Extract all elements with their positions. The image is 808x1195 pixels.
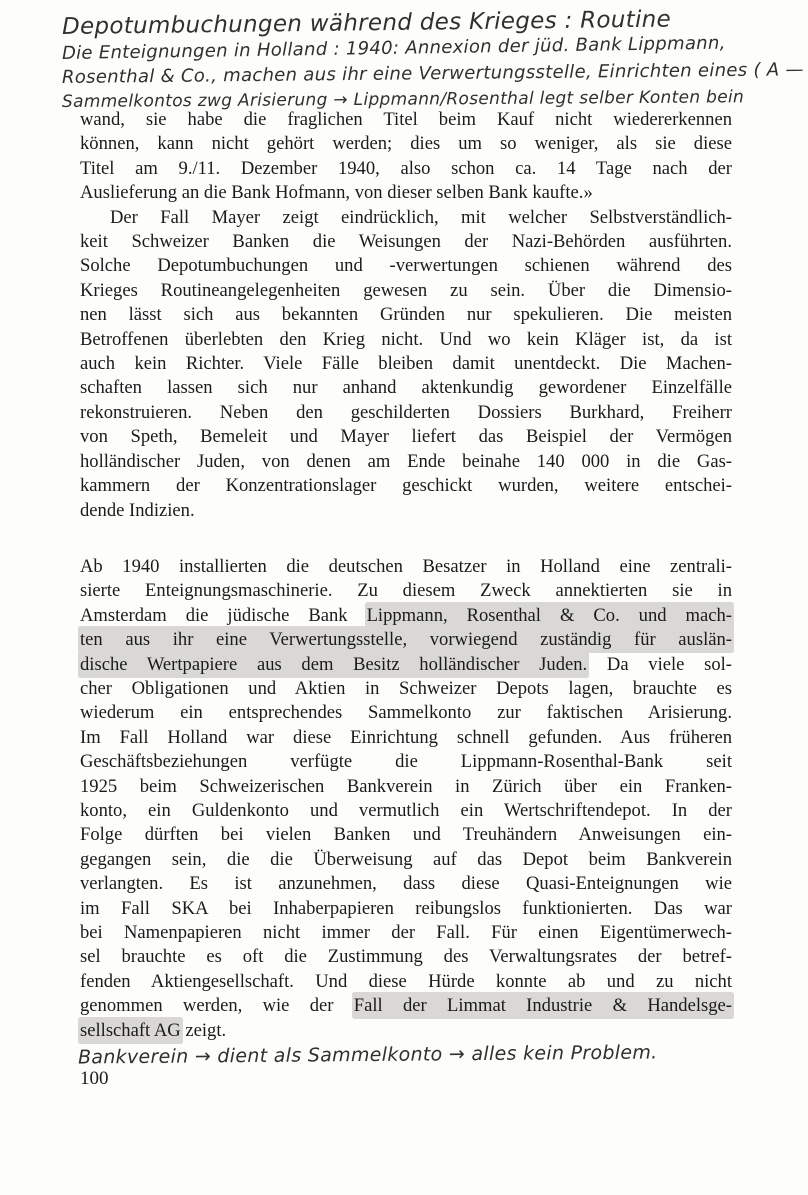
text-line	[80, 628, 732, 652]
text-line	[80, 474, 732, 498]
text-segment: von Speth, Bemeleit und Mayer liefert das Beispiel der Vermögen	[80, 426, 732, 448]
text-segment: cher Obligationen und Aktien in Schweizer Depots lagen, brauchte es	[80, 677, 732, 699]
text-line	[80, 425, 732, 449]
text-line	[80, 823, 732, 847]
highlighted-text: Fall der Limmat Industrie & Handelsge-	[353, 995, 733, 1017]
text-line	[80, 181, 732, 205]
text-line	[80, 1019, 732, 1043]
text-segment: schaften lassen sich nur anhand aktenkundig gewordener Einzelfälle	[80, 377, 732, 399]
text-line	[80, 206, 732, 230]
text-segment: wiederum ein entsprechendes Sammelkonto zur faktischen Arisierung.	[80, 702, 732, 724]
text-segment: 1925 beim Schweizerischen Bankverein in Zürich über ein Franken-	[80, 775, 732, 797]
text-line	[80, 897, 732, 921]
page-number: 100	[80, 1068, 109, 1089]
text-line	[80, 157, 732, 181]
text-line	[80, 653, 732, 677]
highlighted-text: Lippmann, Rosenthal & Co. und mach-	[366, 604, 733, 626]
text-segment: im Fall SKA bei Inhaberpapieren reibungslos funktionierten. Das war	[80, 897, 732, 919]
text-line	[80, 108, 732, 132]
text-segment: auch kein Richter. Viele Fälle bleiben damit unentdeckt. Die Machen-	[80, 353, 732, 375]
text-line	[80, 401, 732, 425]
text-segment: konto, ein Guldenkonto und vermutlich ein Wertschriftendepot. In der	[80, 799, 732, 821]
text-segment: sel brauchte es oft die Zustimmung des Verwaltungsrates der betref-	[80, 946, 732, 968]
text-segment: Im Fall Holland war diese Einrichtung schnell gefunden. Aus früheren	[80, 726, 732, 748]
text-line	[80, 872, 732, 896]
text-segment: Amsterdam die jüdische Bank	[80, 604, 367, 626]
text-segment: keit Schweizer Banken die Weisungen der Nazi-Behörden ausführten.	[80, 231, 732, 253]
text-segment: genommen werden, wie der	[80, 995, 354, 1017]
text-segment: Der Fall Mayer zeigt eindrücklich, mit welcher Selbstverständlich-	[110, 206, 732, 228]
text-segment: Folge dürften bei vielen Banken und Treuhändern Anweisungen ein-	[80, 824, 732, 846]
text-line	[80, 677, 732, 701]
text-segment: rekonstruieren. Neben den geschilderten Dossiers Burkhard, Freiherr	[80, 401, 732, 423]
text-segment: nen lässt sich aus bekannten Gründen nur spekulieren. Die meisten	[80, 304, 732, 326]
text-segment: Geschäftsbeziehungen verfügte die Lippmann-Rosenthal-Bank seit	[80, 751, 732, 773]
text-segment: Solche Depotumbuchungen und -verwertungen schienen während des	[80, 255, 732, 277]
text-line	[80, 775, 732, 799]
text-segment: können, kann nicht gehört werden; dies um so weniger, als sie diese	[80, 133, 732, 155]
paragraph-quote-continuation	[80, 108, 732, 206]
paragraph-fall-mayer	[80, 206, 732, 523]
text-segment: kammern der Konzentrationslager geschickt wurden, weitere entschei-	[80, 475, 732, 497]
text-segment: fenden Aktiengesellschaft. Und diese Hürde konnte ab und zu nicht	[80, 970, 732, 992]
text-line	[80, 254, 732, 278]
annotation-line: Rosenthal & Co., machen aus ihr eine Verwertungsstelle, Einrichten eines ( A —	[61, 59, 804, 88]
text-line	[80, 726, 732, 750]
text-line	[80, 848, 732, 872]
printed-text-block	[80, 108, 732, 1043]
text-segment: Titel am 9./11. Dezember 1940, also schon ca. 14 Tage nach der	[80, 157, 732, 179]
text-segment: sierte Enteignungsmaschinerie. Zu diesem Zweck annektierten sie in	[80, 580, 732, 602]
text-segment: holländischer Juden, von denen am Ende beinahe 140 000 in die Gas-	[80, 450, 732, 472]
text-line	[80, 970, 732, 994]
text-segment: Auslieferung an die Bank Hofmann, von dieser selben Bank kaufte.»	[80, 182, 593, 204]
text-line	[80, 579, 732, 603]
highlighted-text: sellschaft AG	[80, 1019, 181, 1041]
text-line	[80, 303, 732, 327]
text-segment: Ab 1940 installierten die deutschen Besatzer in Holland eine zentrali-	[80, 555, 732, 577]
text-line	[80, 450, 732, 474]
text-line	[80, 279, 732, 303]
text-line	[80, 555, 732, 579]
text-line	[80, 376, 732, 400]
text-line	[80, 328, 732, 352]
text-segment: wand, sie habe die fraglichen Titel beim Kauf nicht wiedererkennen	[80, 109, 732, 130]
text-segment: Da viele sol-	[587, 653, 732, 675]
text-segment: verlangten. Es ist anzunehmen, dass diese Quasi-Enteignungen wie	[80, 873, 732, 895]
text-line	[80, 604, 732, 628]
handwritten-annotation-top	[61, 6, 804, 114]
text-segment: Betroffenen überlebten den Krieg nicht. Und wo kein Kläger ist, da ist	[80, 328, 732, 350]
text-segment: dende Indizien.	[80, 499, 195, 521]
highlighted-text: ten aus ihr eine Verwertungsstelle, vorwiegend zuständig für auslän-	[80, 629, 732, 651]
text-line	[80, 750, 732, 774]
annotation-line: Depotumbuchungen während des Krieges : Routine	[61, 6, 672, 40]
text-segment: Krieges Routineangelegenheiten gewesen zu sein. Über die Dimensio-	[80, 279, 732, 301]
text-segment: bei Namenpapieren nicht immer der Fall. Für einen Eigentümerwech-	[80, 922, 732, 943]
text-line	[80, 994, 732, 1018]
text-line	[80, 945, 732, 969]
text-line	[80, 799, 732, 823]
highlighted-text: dische Wertpapiere aus dem Besitz holländischer Juden.	[80, 653, 588, 675]
text-line	[80, 352, 732, 376]
text-line	[80, 132, 732, 156]
annotation-line: Die Enteignungen in Holland : 1940: Annexion der jüd. Bank Lippmann,	[61, 32, 726, 64]
text-line	[80, 921, 732, 945]
text-line	[80, 499, 732, 523]
handwritten-annotation-bottom: Bankverein → dient als Sammelkonto → alles kein Problem.	[77, 1041, 658, 1069]
text-line	[80, 701, 732, 725]
text-segment: gegangen sein, die die Überweisung auf das Depot beim Bankverein	[80, 848, 732, 870]
text-segment: zeigt.	[180, 1019, 227, 1041]
text-line	[80, 230, 732, 254]
annotation-line: Sammelkontos zwg Arisierung → Lippmann/Rosenthal legt selber Konten bein	[61, 87, 745, 112]
paragraph-ab-1940	[80, 555, 732, 1043]
